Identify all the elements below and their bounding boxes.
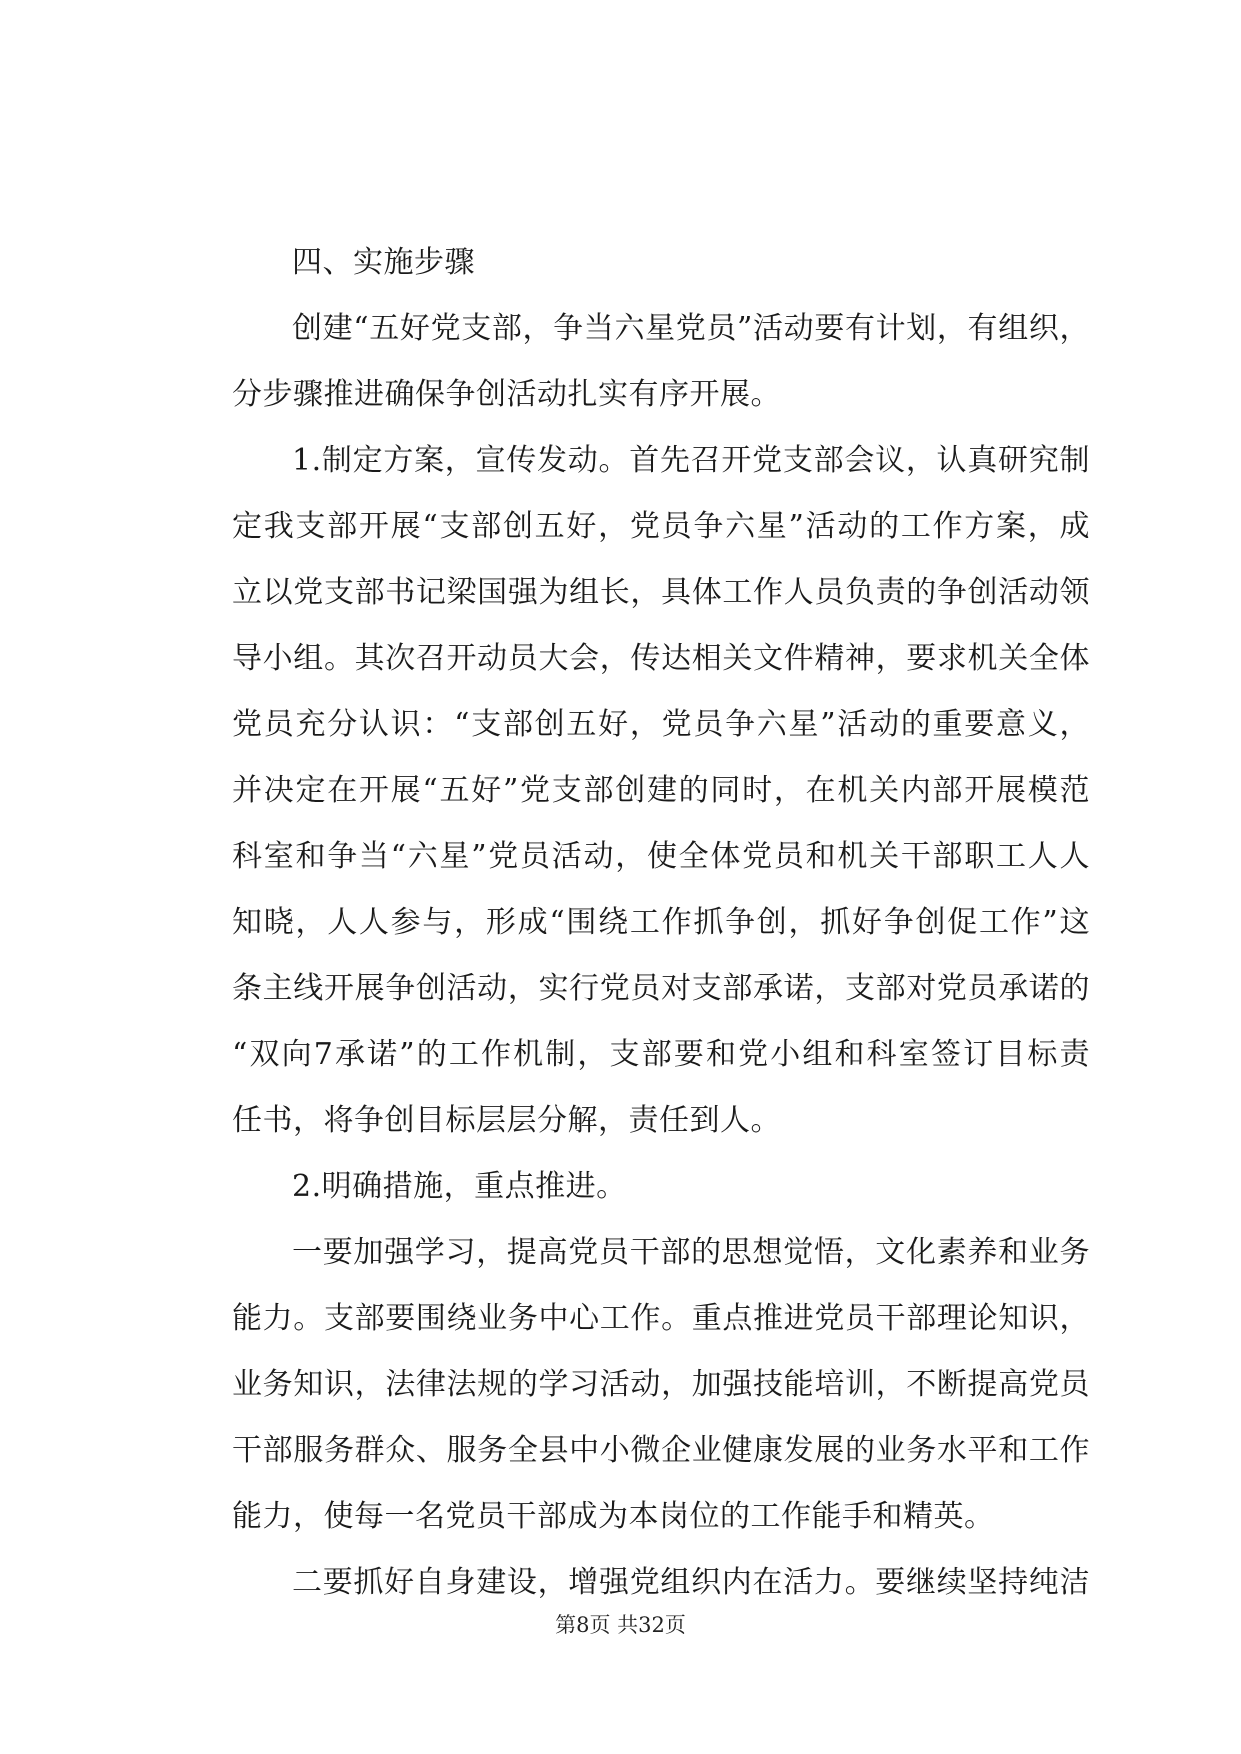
text-line: 能力。支部要围绕业务中心工作。重点推进党员干部理论知识， xyxy=(232,1301,1090,1336)
page-footer: 第8页 共32页 xyxy=(555,1613,686,1637)
text-line: 一要加强学习，提高党员干部的思想觉悟，文化素养和业务 xyxy=(292,1235,1090,1270)
text-line: 二要抓好自身建设，增强党组织内在活力。要继续坚持纯洁 xyxy=(292,1565,1090,1600)
text-line: “双向7承诺”的工作机制，支部要和党小组和科室签订目标责 xyxy=(232,1037,1090,1072)
text-line: 定我支部开展“支部创五好，党员争六星”活动的工作方案，成 xyxy=(232,509,1090,544)
text-line: 立以党支部书记梁国强为组长，具体工作人员负责的争创活动领 xyxy=(232,575,1090,610)
text-line: 科室和争当“六星”党员活动，使全体党员和机关干部职工人人 xyxy=(232,839,1090,874)
text-line: 导小组。其次召开动员大会，传达相关文件精神，要求机关全体 xyxy=(232,641,1090,676)
text-line: 2.明确措施，重点推进。 xyxy=(292,1169,627,1204)
text-line: 1.制定方案，宣传发动。首先召开党支部会议，认真研究制 xyxy=(292,443,1090,478)
text-line: 党员充分认识：“支部创五好，党员争六星”活动的重要意义， xyxy=(232,707,1090,742)
text-line: 条主线开展争创活动，实行党员对支部承诺，支部对党员承诺的 xyxy=(232,971,1090,1006)
text-line: 知晓，人人参与，形成“围绕工作抓争创，抓好争创促工作”这 xyxy=(232,905,1090,940)
text-line: 四、实施步骤 xyxy=(292,245,475,280)
text-line: 任书，将争创目标层层分解，责任到人。 xyxy=(232,1103,781,1138)
text-line: 业务知识，法律法规的学习活动，加强技能培训，不断提高党员 xyxy=(232,1367,1090,1402)
text-line: 分步骤推进确保争创活动扎实有序开展。 xyxy=(232,377,781,412)
text-line: 创建“五好党支部，争当六星党员”活动要有计划，有组织， xyxy=(292,311,1090,346)
text-line: 并决定在开展“五好”党支部创建的同时，在机关内部开展模范 xyxy=(232,773,1090,808)
document-body xyxy=(232,230,1090,1616)
text-line: 能力，使每一名党员干部成为本岗位的工作能手和精英。 xyxy=(232,1499,995,1534)
text-line: 干部服务群众、服务全县中小微企业健康发展的业务水平和工作 xyxy=(232,1433,1090,1468)
